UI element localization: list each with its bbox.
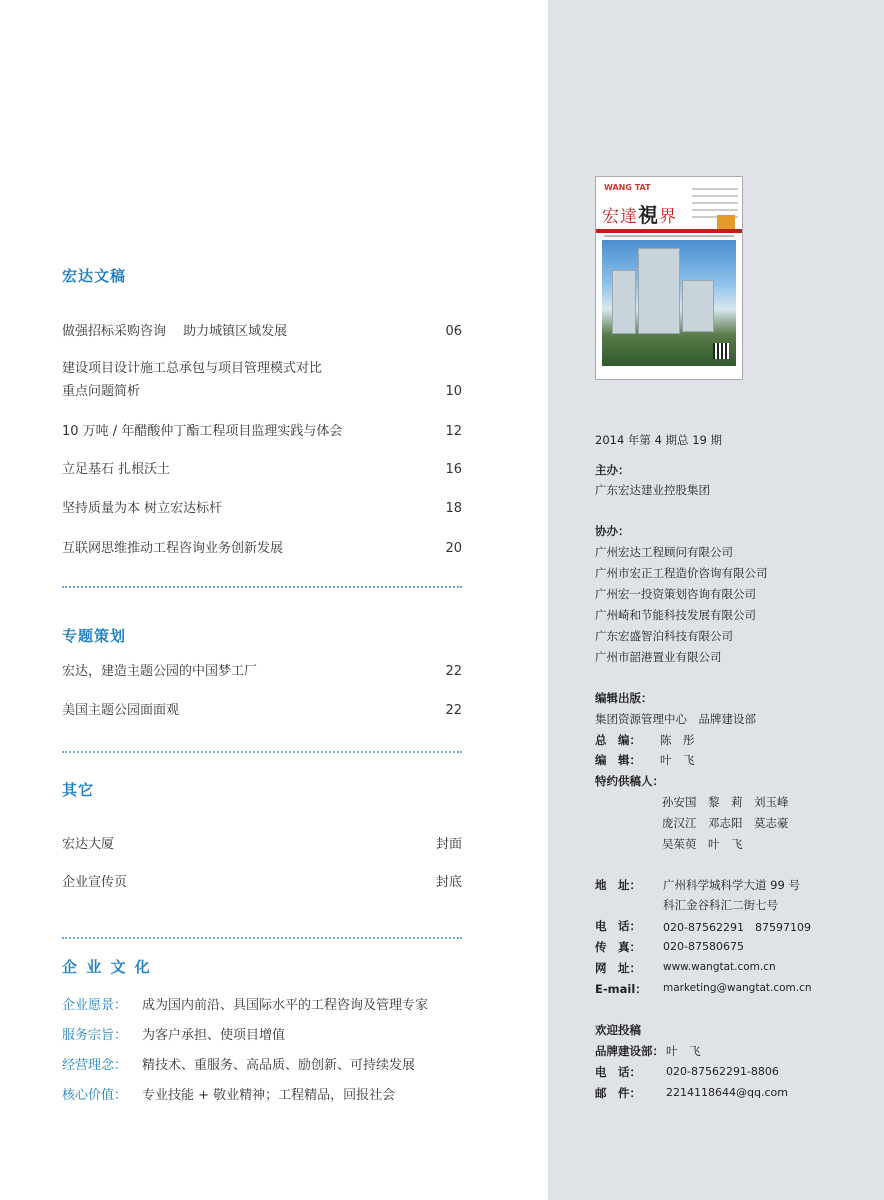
contributors-line: 孙安国 黎 莉 刘玉峰 — [662, 795, 789, 809]
toc-entry-title: 宏达，建造主题公园的中国梦工厂 — [62, 664, 258, 679]
editor-value: 叶 飞 — [660, 753, 695, 767]
section-divider — [62, 937, 462, 939]
chief-editor-label: 总 编： — [595, 733, 641, 747]
culture-value: 精技术、重服务、高品质、励创新、可持续发展 — [142, 1058, 416, 1073]
culture-key: 经营理念： — [62, 1058, 128, 1073]
culture-row — [62, 994, 428, 1013]
toc-entry-page: 20 — [445, 541, 462, 556]
section-title-wangtat-articles: 宏达文稿 — [62, 267, 127, 285]
fax-value: 020-87580675 — [663, 940, 744, 953]
toc-entry-title: 10 万吨 / 年醋酸仲丁酯工程项目监理实践与体会 — [62, 424, 343, 439]
contributors-line: 庞汉江 邓志阳 莫志豪 — [662, 816, 789, 830]
toc-entry-title: 宏达大厦 — [62, 837, 115, 852]
toc-entry-page: 12 — [445, 424, 462, 439]
section-divider — [62, 751, 462, 753]
culture-value: 成为国内前沿、具国际水平的工程咨询及管理专家 — [142, 998, 429, 1013]
submission-mail-label: 邮 件： — [595, 1086, 641, 1100]
toc-entry[interactable] — [62, 420, 462, 443]
toc-entry-page: 22 — [445, 703, 462, 718]
contributors-label: 特约供稿人： — [595, 774, 664, 788]
co-host-item: 广州宏一投资策划咨询有限公司 — [595, 587, 756, 601]
culture-key: 服务宗旨： — [62, 1028, 128, 1043]
submission-phone-label: 电 话： — [595, 1065, 641, 1079]
culture-row — [62, 1084, 395, 1103]
brand-dept-value: 叶 飞 — [666, 1044, 701, 1058]
culture-value: 为客户承担、使项目增值 — [142, 1028, 286, 1043]
address-label: 地 址： — [595, 878, 641, 892]
toc-entry[interactable] — [62, 497, 462, 520]
email-label: E-mail： — [595, 982, 647, 996]
co-host-item: 广州宏达工程顾问有限公司 — [595, 545, 733, 559]
toc-entry[interactable] — [62, 320, 462, 343]
issue-number: 2014 年第 4 期总 19 期 — [595, 433, 722, 447]
cover-red-bar — [596, 229, 742, 233]
culture-key: 企业愿景： — [62, 998, 128, 1013]
co-host-label: 协办： — [595, 524, 630, 538]
contributors-line: 吴茱萸 叶 飞 — [662, 837, 743, 851]
culture-value: 专业技能 + 敬业精神；工程精品，回报社会 — [142, 1088, 396, 1103]
section-title-feature-planning: 专题策划 — [62, 627, 127, 645]
address-line2: 科汇金谷科汇二街七号 — [663, 898, 778, 912]
submission-title: 欢迎投稿 — [595, 1023, 641, 1037]
toc-entry-page: 16 — [445, 462, 462, 477]
toc-entry-page: 封面 — [435, 837, 462, 852]
fax-label: 传 真： — [595, 940, 641, 954]
building-shape — [638, 248, 680, 334]
cover-issue-badge — [717, 215, 735, 229]
toc-entry-title: 立足基石 扎根沃土 — [62, 462, 171, 477]
website-label: 网 址： — [595, 961, 641, 975]
toc-entry[interactable] — [62, 458, 462, 481]
co-host-item: 广州市宏正工程造价咨询有限公司 — [595, 566, 768, 580]
magazine-cover-thumbnail[interactable] — [595, 176, 743, 380]
publisher-label: 编辑出版： — [595, 691, 653, 705]
culture-row — [62, 1024, 285, 1043]
toc-entry-title: 企业宣传页 — [62, 875, 128, 890]
co-host-item: 广州崎和节能科技发展有限公司 — [595, 608, 756, 622]
section-title-corporate-culture: 企 业 文 化 — [62, 958, 152, 976]
toc-entry-title-line2: 重点问题简析 — [62, 384, 141, 399]
submission-phone-value: 020-87562291-8806 — [666, 1065, 779, 1078]
co-host-item: 广东宏盛智泊科技有限公司 — [595, 629, 733, 643]
co-host-item: 广州市韶港置业有限公司 — [595, 650, 722, 664]
chief-editor-value: 陈 彤 — [660, 733, 695, 747]
section-divider — [62, 586, 462, 588]
address-line1: 广州科学城科学大道 99 号 — [663, 878, 800, 892]
cover-logo: WANG TAT — [604, 183, 651, 192]
phone-label: 电 话： — [595, 919, 641, 933]
toc-entry-title: 做强招标采购咨询 助力城镇区域发展 — [62, 324, 288, 339]
cover-masthead-title: 宏達視界 — [602, 203, 677, 227]
toc-entry-title-line1: 建设项目设计施工总承包与项目管理模式对比 — [62, 361, 323, 376]
host-value: 广东宏达建业控股集团 — [595, 483, 710, 497]
toc-entry[interactable] — [62, 537, 462, 560]
brand-dept-label: 品牌建设部： — [595, 1044, 664, 1058]
email-link[interactable]: marketing@wangtat.com.cn — [663, 982, 812, 994]
toc-entry-page: 18 — [445, 501, 462, 516]
toc-entry-title: 坚持质量为本 树立宏达标杆 — [62, 501, 223, 516]
toc-entry-page: 10 — [445, 384, 462, 399]
toc-entry-page: 22 — [445, 664, 462, 679]
building-shape — [612, 270, 636, 334]
toc-entry[interactable] — [62, 699, 462, 722]
toc-entry[interactable] — [62, 833, 462, 856]
building-shape — [682, 280, 714, 332]
toc-entry[interactable] — [62, 660, 462, 683]
culture-key: 核心价值： — [62, 1088, 128, 1103]
toc-entry-title: 美国主题公园面面观 — [62, 703, 180, 718]
cover-subline — [604, 235, 734, 237]
toc-entry-page: 封底 — [435, 875, 462, 890]
publisher-value: 集团资源管理中心 品牌建设部 — [595, 712, 756, 726]
toc-entry[interactable] — [62, 871, 462, 894]
section-title-others: 其它 — [62, 781, 95, 799]
phone-value: 020-87562291 87597109 — [663, 921, 811, 934]
website-link[interactable]: www.wangtat.com.cn — [663, 961, 776, 973]
culture-row — [62, 1054, 415, 1073]
toc-entry-title: 互联网思维推动工程咨询业务创新发展 — [62, 541, 284, 556]
editor-label: 编 辑： — [595, 753, 641, 767]
toc-entry-page: 06 — [445, 324, 462, 339]
submission-mail-link[interactable]: 2214118644@qq.com — [666, 1086, 788, 1099]
qr-code-icon — [713, 343, 729, 359]
host-label: 主办： — [595, 463, 630, 477]
toc-entry[interactable] — [62, 357, 462, 403]
